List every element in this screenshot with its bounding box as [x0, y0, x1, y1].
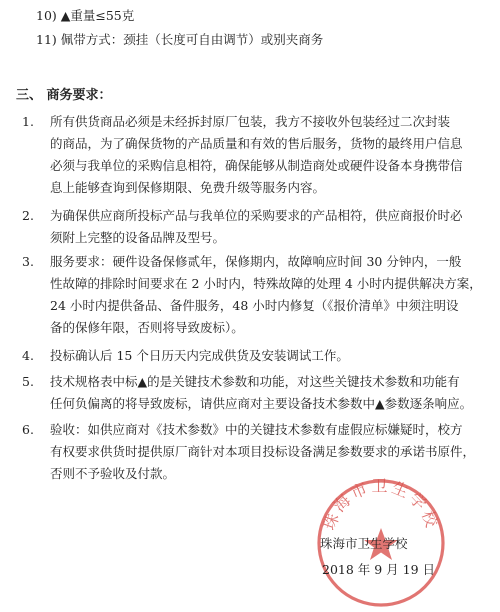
signature-org: 珠海市卫生学校 — [320, 536, 408, 551]
req-1-line-4: 息上能够查询到保修期限、免费升级等服务内容。 — [50, 180, 326, 195]
req-3-line-1: 服务要求：硬件设备保修贰年，保修期内，故障响应时间 30 分钟内，一般 — [50, 254, 462, 269]
req-6-number: 6. — [22, 422, 34, 437]
req-3-line-2: 性故障的排除时间要求在 2 小时内，特殊故障的处理 4 小时内提供解决方案， — [50, 276, 482, 291]
intro-item-10: 10) ▲重量≤55克 — [36, 8, 135, 23]
seal-text: 珠海市卫生学校 — [319, 476, 443, 533]
req-6-line-2: 有权要求供货时提供原厂商针对本项目投标设备满足参数要求的承诺书原件， — [50, 444, 476, 459]
req-2-line-2: 须附上完整的设备品牌及型号。 — [50, 230, 226, 245]
req-1-number: 1. — [22, 114, 34, 129]
svg-text:珠海市卫生学校 — [320, 476, 443, 532]
req-2-number: 2. — [22, 208, 34, 223]
req-5-line-2: 任何负偏离的将导致废标，请供应商对主要设备技术参数中▲参数逐条响应。 — [50, 396, 473, 411]
req-6-line-3: 否则不予验收及付款。 — [50, 466, 176, 481]
req-2-line-1: 为确保供应商所投标产品与我单位的采购要求的产品相符，供应商报价时必 — [50, 208, 463, 223]
req-3-line-3: 24 小时内提供备品、备件服务，48 小时内修复（《报价清单》中须注明设 — [50, 298, 459, 313]
intro-item-11: 11) 佩带方式：颈挂（长度可自由调节）或别夹商务 — [36, 32, 324, 47]
req-5-line-1: 技术规格表中标▲的是关键技术参数和功能，对这些关键技术参数和功能有 — [50, 374, 460, 389]
req-3-number: 3. — [22, 254, 34, 269]
section-title: 三、 商务要求： — [16, 88, 112, 103]
signature-date: 2018 年 9 月 19 日 — [322, 562, 436, 577]
req-1-line-2: 的商品，为了确保货物的产品质量和有效的售后服务，货物的最终用户信息 — [50, 136, 463, 151]
req-1-line-1: 所有供货商品必须是未经拆封原厂包装，我方不接收外包装经过二次封装 — [50, 114, 451, 129]
req-4-number: 4. — [22, 348, 34, 363]
req-3-line-4: 备的保修年限，否则将导致废标）。 — [50, 320, 244, 335]
req-4-line-1: 投标确认后 15 个日历天内完成供货及安装调试工作。 — [50, 348, 349, 363]
req-6-line-1: 验收：如供应商对《技术参数》中的关键技术参数有虚假应标嫌疑时，校方 — [50, 422, 463, 437]
req-5-number: 5. — [22, 374, 34, 389]
req-1-line-3: 必须与我单位的采购信息相符，确保能够从制造商处或硬件设备本身携带信 — [50, 158, 463, 173]
